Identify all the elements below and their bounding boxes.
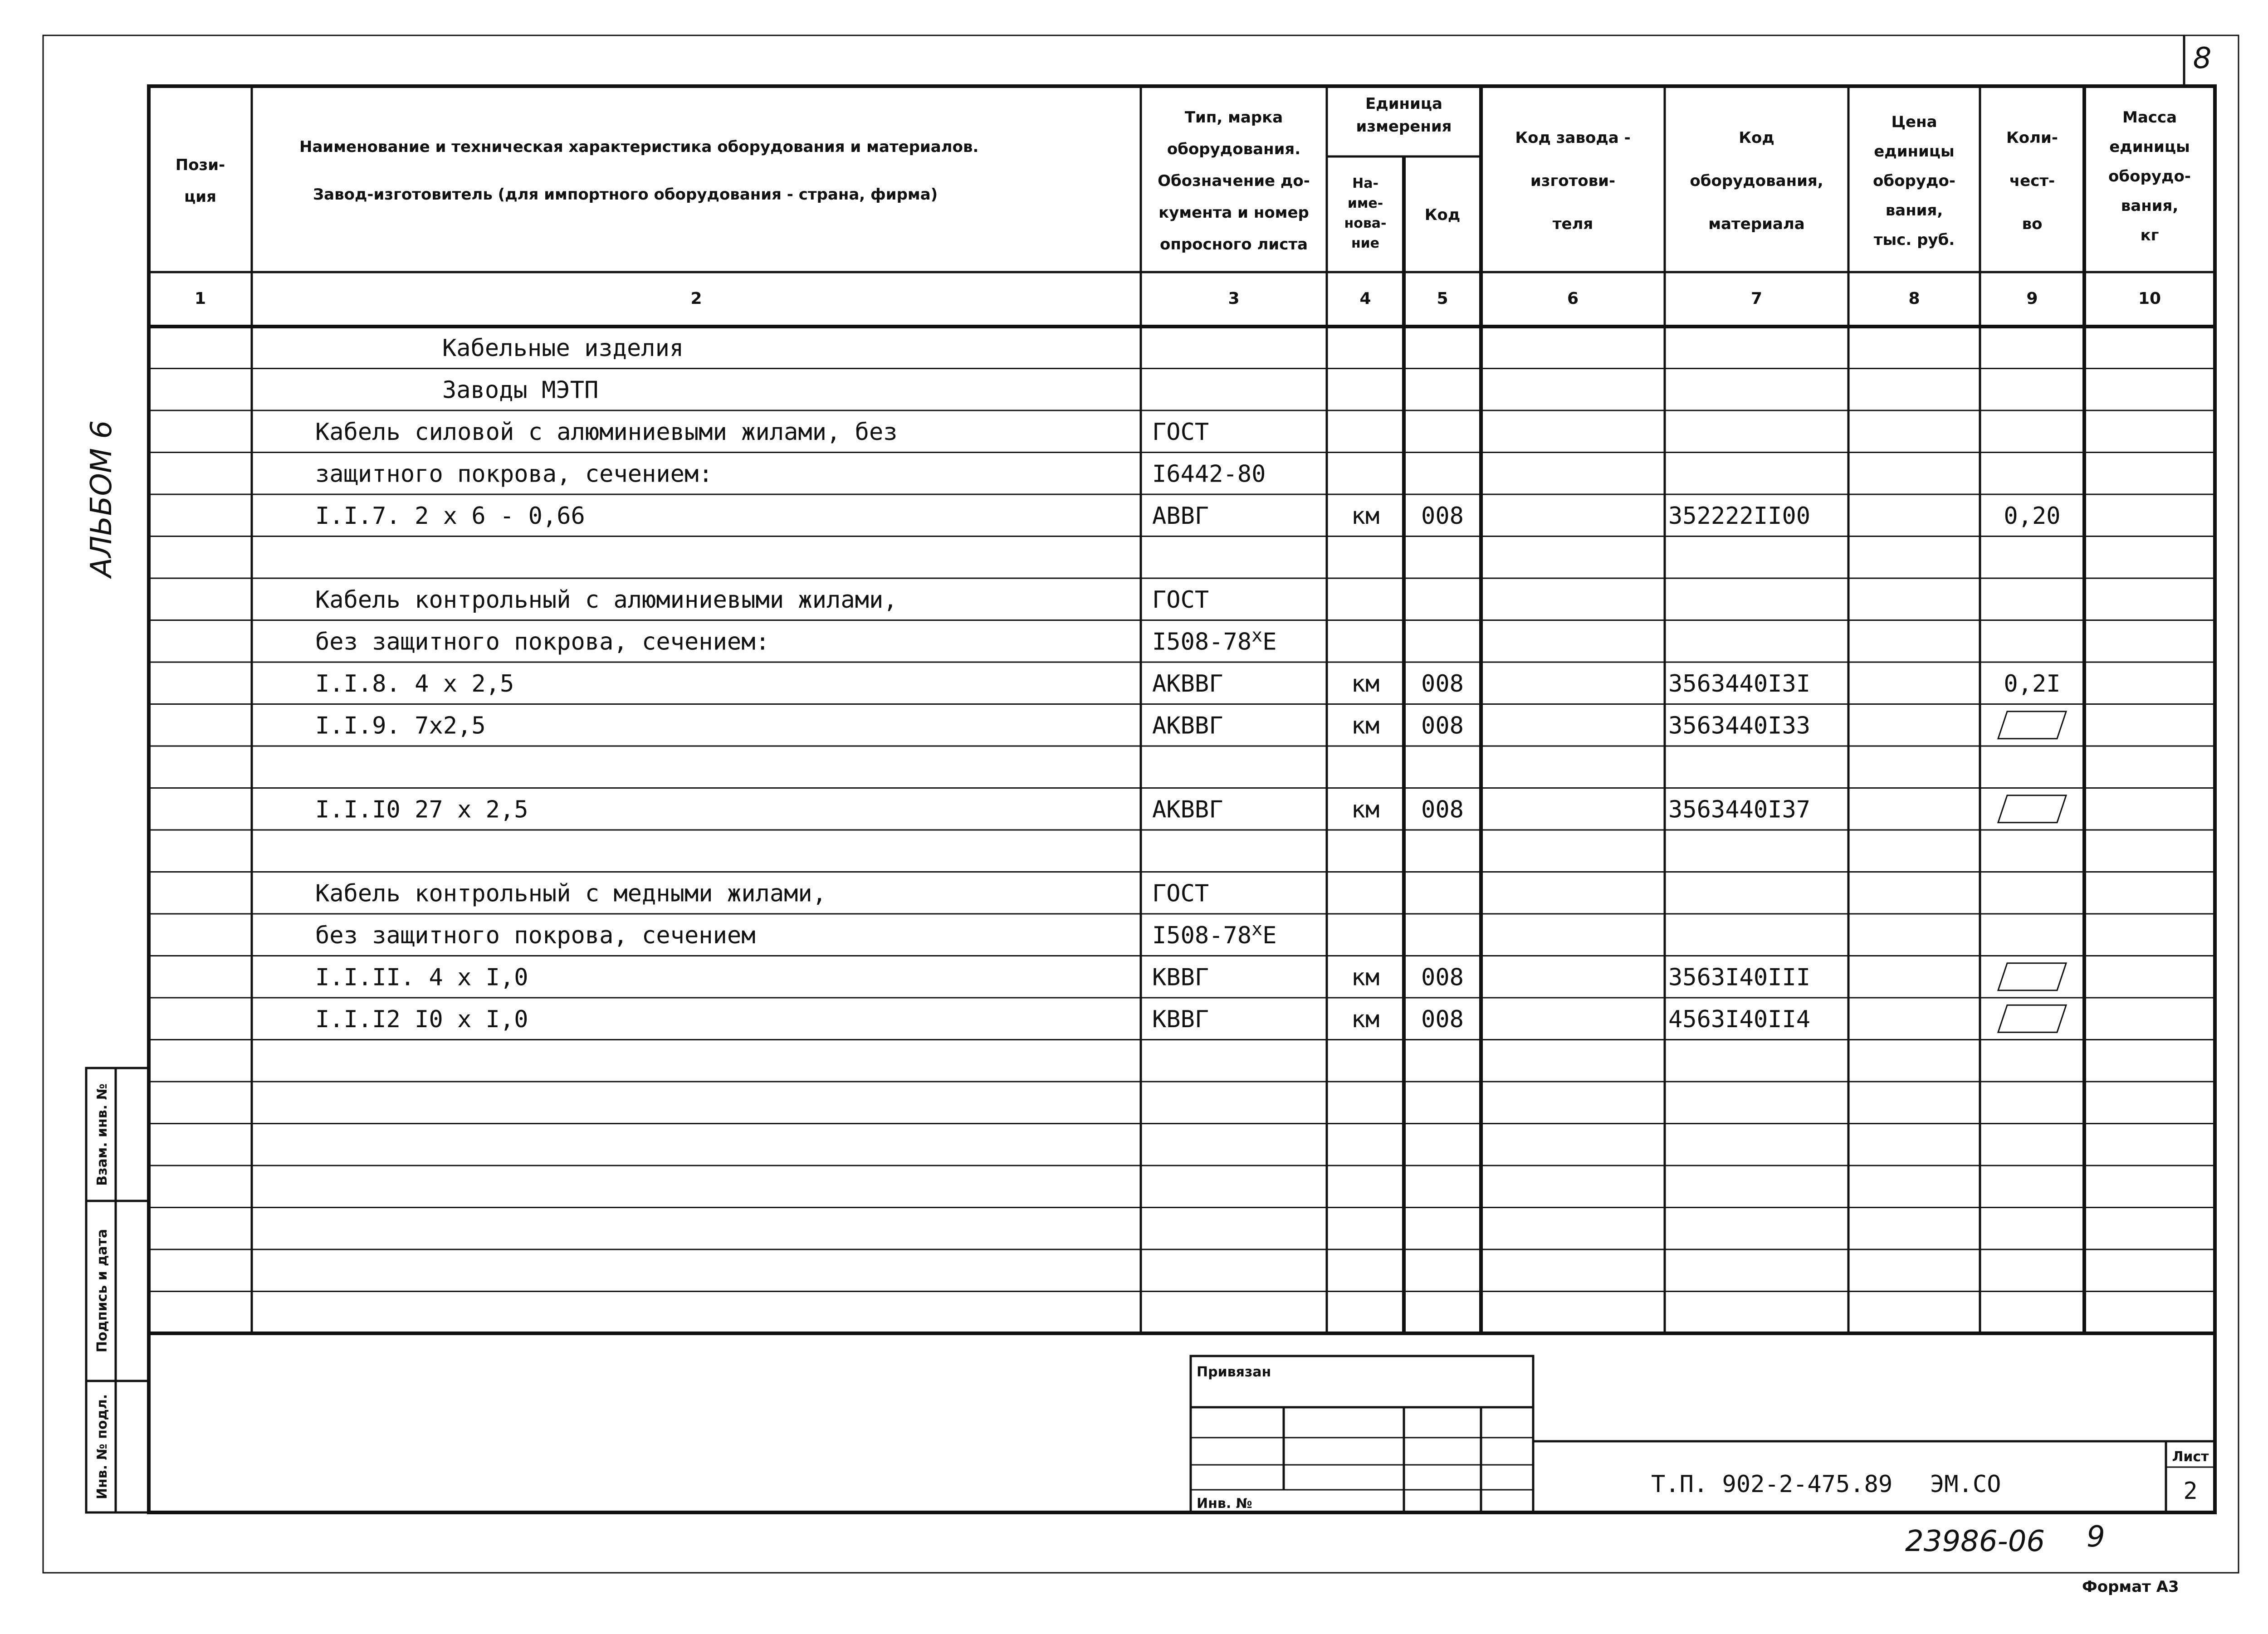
album-label: АЛЬБОМ 6 (85, 420, 118, 578)
row-unit-code: 008 (1421, 796, 1464, 824)
table-row (315, 880, 1209, 907)
header-line: вания, (1885, 201, 1943, 219)
row-type: АКВВГ (1152, 712, 1223, 740)
row-unit: км (1351, 964, 1380, 991)
row-unit: км (1351, 796, 1380, 824)
row-equipment-code: 3563440I37 (1668, 796, 1811, 824)
row-unit-code: 008 (1421, 502, 1464, 530)
doc-suffix: ЭМ.СО (1930, 1471, 2001, 1498)
archive-number: 23986-06 (1905, 1525, 2045, 1558)
header-line: Единица (1365, 95, 1442, 113)
table-row (315, 625, 1277, 655)
row-name: защитного покрова, сечением: (315, 460, 713, 488)
header-line: опросного листа (1159, 235, 1308, 254)
table-row (442, 376, 598, 404)
quantity-box (1998, 1005, 2066, 1032)
corner-number: 8 (2193, 42, 2212, 75)
doc-code: Т.П. 902-2-475.89 (1651, 1471, 1893, 1498)
row-unit: км (1351, 712, 1380, 740)
row-name: без защитного покрова, сечением: (315, 628, 770, 656)
row-equipment-code: 352222II00 (1668, 502, 1811, 530)
header-line: Тип, марка (1184, 108, 1283, 127)
column-number: 1 (194, 289, 206, 308)
row-unit: км (1351, 670, 1380, 697)
header-col2-line1: Наименование и техническая характеристика оборудования и материалов. (299, 138, 979, 156)
row-quantity: 0,2I (2004, 670, 2061, 697)
header-line: Обозначение до- (1158, 172, 1310, 190)
row-equipment-code: 3563440I33 (1668, 712, 1811, 740)
table-row (315, 670, 2061, 697)
table-row (315, 502, 2061, 530)
quantity-box (1998, 963, 2066, 990)
row-type: КВВГ (1152, 964, 1209, 991)
column-number: 9 (2026, 289, 2038, 308)
header-line: Коли- (2006, 129, 2058, 147)
header-line: оборудо- (2108, 167, 2191, 185)
header-line: Код (1739, 129, 1774, 147)
table-row (315, 795, 2066, 824)
archive-suffix: 9 (2087, 1520, 2105, 1554)
row-name: I.I.7. 2 х 6 - 0,66 (315, 502, 585, 530)
column-number: 8 (1908, 289, 1920, 308)
column-number: 2 (690, 289, 702, 308)
quantity-box (1998, 795, 2066, 823)
row-equipment-code: 4563I40II4 (1668, 1005, 1811, 1033)
row-equipment-code: 3563I40III (1668, 964, 1811, 991)
header-line: единицы (2109, 138, 2190, 156)
header-line: нова- (1344, 215, 1387, 231)
header-line: Код завода - (1515, 129, 1631, 147)
row-unit-code: 008 (1421, 1005, 1464, 1033)
header-line: оборудования. (1167, 140, 1301, 158)
table-header (176, 95, 2191, 308)
column-number: 10 (2138, 289, 2161, 308)
header-line: теля (1552, 215, 1593, 233)
table-row (315, 419, 1209, 446)
sheet-label: Лист (2172, 1449, 2209, 1465)
row-name: без защитного покрова, сечением (315, 922, 756, 949)
side-stamp (86, 1068, 149, 1512)
row-type: АВВГ (1152, 502, 1209, 530)
format-label: Формат А3 (2082, 1578, 2179, 1596)
row-name: Кабель силовой с алюминиевыми жилами, без (315, 418, 898, 446)
row-type: АКВВГ (1152, 670, 1223, 697)
quantity-box (1998, 712, 2066, 739)
title-block (1191, 1356, 2215, 1512)
stamp-inv-label: Инв. № (1197, 1496, 1252, 1512)
row-name: Кабельные изделия (442, 334, 684, 362)
row-type: КВВГ (1152, 1005, 1209, 1033)
header-line: ция (184, 188, 216, 206)
row-equipment-code: 3563440I3I (1668, 670, 1811, 697)
table-row (315, 1005, 2066, 1033)
header-line: На- (1352, 176, 1378, 191)
header-line: оборудования, (1690, 172, 1823, 190)
row-type: $I508-78^хЕ$ (1152, 918, 1277, 949)
row-type: АКВВГ (1152, 796, 1223, 824)
column-number: 6 (1567, 289, 1579, 308)
header-line: изготови- (1530, 172, 1616, 190)
row-name: I.I.II. 4 х I,0 (315, 964, 528, 991)
header-line: име- (1347, 195, 1383, 211)
header-line: Пози- (175, 156, 225, 174)
table-grid (149, 86, 2215, 1333)
row-unit: км (1351, 502, 1380, 530)
column-number: 7 (1750, 289, 1763, 308)
row-name: Заводы МЭТП (442, 376, 599, 404)
row-name: I.I.8. 4 х 2,5 (315, 670, 514, 697)
column-number: 5 (1437, 289, 1448, 308)
row-name: I.I.9. 7х2,5 (315, 712, 486, 740)
header-line: вания, (2121, 197, 2179, 215)
row-name: Кабель контрольный с медными жилами, (315, 880, 827, 907)
table-row (315, 963, 2066, 991)
row-type: $I508-78^хЕ$ (1152, 625, 1277, 656)
row-type: ГОСТ (1152, 880, 1209, 907)
side-inv: Инв. № подл. (94, 1394, 110, 1500)
row-unit-code: 008 (1421, 712, 1464, 740)
header-line: материала (1708, 215, 1805, 233)
table-row (315, 586, 1209, 614)
header-line: Код (1424, 206, 1461, 224)
row-name: I.I.I0 27 х 2,5 (315, 796, 528, 824)
header-line: кумента и номер (1158, 204, 1309, 222)
row-name: I.I.I2 I0 х I,0 (315, 1005, 528, 1033)
side-vzam: Взам. инв. № (94, 1083, 110, 1186)
header-line: ние (1351, 235, 1380, 251)
row-name: Кабель контрольный с алюминиевыми жилами, (315, 586, 898, 614)
row-type: ГОСТ (1152, 418, 1209, 446)
row-quantity: 0,20 (2004, 502, 2061, 530)
header-line: измерения (1356, 117, 1452, 136)
header-line: тыс. руб. (1873, 231, 1955, 249)
row-type: I6442-80 (1152, 460, 1266, 488)
header-line: кг (2140, 226, 2159, 244)
sheet-number: 2 (2183, 1478, 2198, 1505)
row-type: ГОСТ (1152, 586, 1209, 614)
header-line: во (2022, 215, 2043, 233)
row-unit: км (1351, 1005, 1380, 1033)
header-line: Цена (1891, 113, 1937, 131)
stamp-bound-label: Привязан (1197, 1364, 1271, 1380)
header-col2-line2: Завод-изготовитель (для импортного оборудования - страна, фирма) (313, 185, 938, 204)
table-row (315, 919, 1277, 949)
row-unit-code: 008 (1421, 964, 1464, 991)
column-number: 4 (1359, 289, 1371, 308)
table-row (315, 712, 2066, 740)
table-row (442, 335, 684, 362)
header-line: единицы (1874, 142, 1955, 161)
table-row (315, 460, 1266, 488)
header-line: оборудо- (1873, 172, 1955, 190)
row-unit-code: 008 (1421, 670, 1464, 697)
header-line: Масса (2122, 108, 2177, 127)
table-body (315, 335, 2066, 1033)
header-line: чест- (2009, 172, 2055, 190)
column-number: 3 (1228, 289, 1240, 308)
side-podpis: Подпись и дата (94, 1229, 110, 1353)
